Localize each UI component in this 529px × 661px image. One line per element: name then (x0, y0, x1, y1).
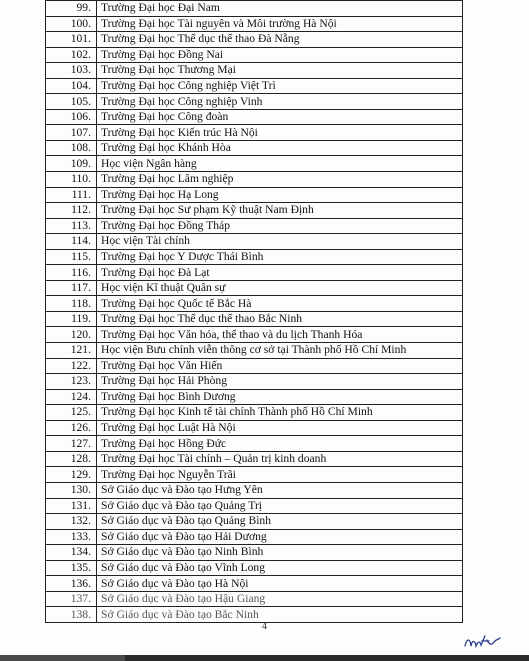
institution-name: Sở Giáo dục và Đào tạo Hải Dương (97, 529, 463, 545)
row-number: 108. (46, 140, 97, 156)
table-row (46, 576, 463, 592)
table-row (46, 249, 463, 265)
table-row (46, 498, 463, 514)
institution-name: Trường Đại học Nguyễn Trãi (97, 467, 463, 483)
table-row (46, 234, 463, 250)
table-row (46, 296, 463, 312)
table-row (46, 125, 463, 141)
institution-name: Trường Đại học Kiến trúc Hà Nội (97, 125, 463, 141)
row-number: 115. (46, 249, 97, 265)
institution-name: Học viện Kĩ thuật Quân sự (97, 280, 463, 296)
table-row (46, 16, 463, 32)
row-number: 137. (46, 591, 97, 607)
institution-name: Trường Đại học Hồng Đức (97, 436, 463, 452)
row-number: 134. (46, 545, 97, 561)
table-row (46, 172, 463, 188)
institution-name: Trường Đại học Quốc tế Bắc Hà (97, 296, 463, 312)
table-row (46, 78, 463, 94)
institution-name: Sở Giáo dục và Đào tạo Hưng Yên (97, 482, 463, 498)
table-row (46, 187, 463, 203)
row-number: 128. (46, 451, 97, 467)
row-number: 127. (46, 436, 97, 452)
table-row (46, 374, 463, 390)
institution-name: Trường Đại học Thương Mại (97, 63, 463, 79)
row-number: 100. (46, 16, 97, 32)
table-row (46, 32, 463, 48)
institution-name: Học viện Ngân hàng (97, 156, 463, 172)
institution-name: Trường Đại học Thể dục thể thao Bắc Ninh (97, 311, 463, 327)
institution-name: Trường Đại học Công đoàn (97, 109, 463, 125)
table-row (46, 265, 463, 281)
institution-name: Học viện Tài chính (97, 234, 463, 250)
row-number: 132. (46, 514, 97, 530)
institution-name: Trường Đại học Sư phạm Kỹ thuật Nam Định (97, 203, 463, 219)
row-number: 110. (46, 172, 97, 188)
institution-name: Trường Đại học Hạ Long (97, 187, 463, 203)
table-row (46, 405, 463, 421)
institution-name: Học viện Bưu chính viễn thông cơ sở tại Thành phố Hồ Chí Minh (97, 343, 463, 359)
row-number: 111. (46, 187, 97, 203)
row-number: 125. (46, 405, 97, 421)
row-number: 123. (46, 374, 97, 390)
row-number: 101. (46, 32, 97, 48)
row-number: 131. (46, 498, 97, 514)
table-row (46, 280, 463, 296)
table-row (46, 140, 463, 156)
row-number: 135. (46, 560, 97, 576)
handwritten-initials-icon (463, 632, 503, 652)
institution-name: Sở Giáo dục và Đào tạo Hà Nội (97, 576, 463, 592)
table-row (46, 529, 463, 545)
viewer-bottom-bar-segment (0, 655, 125, 661)
row-number: 130. (46, 482, 97, 498)
institution-name: Trường Đại học Thể dục thể thao Đà Nẵng (97, 32, 463, 48)
row-number: 138. (46, 607, 97, 623)
institution-name: Sở Giáo dục và Đào tạo Bắc Ninh (97, 607, 463, 623)
institution-table (45, 0, 463, 623)
table-row (46, 311, 463, 327)
row-number: 106. (46, 109, 97, 125)
row-number: 136. (46, 576, 97, 592)
row-number: 120. (46, 327, 97, 343)
table-row (46, 451, 463, 467)
table-row (46, 1, 463, 17)
institution-name: Sở Giáo dục và Đào tạo Hậu Giang (97, 591, 463, 607)
row-number: 129. (46, 467, 97, 483)
table-row (46, 389, 463, 405)
row-number: 109. (46, 156, 97, 172)
institution-name: Trường Đại học Hải Phòng (97, 374, 463, 390)
institution-name: Trường Đại học Văn hóa, thể thao và du lịch Thanh Hóa (97, 327, 463, 343)
row-number: 133. (46, 529, 97, 545)
table-row (46, 327, 463, 343)
row-number: 102. (46, 47, 97, 63)
row-number: 104. (46, 78, 97, 94)
row-number: 118. (46, 296, 97, 312)
row-number: 122. (46, 358, 97, 374)
table-row (46, 358, 463, 374)
institution-name: Trường Đại học Lâm nghiệp (97, 172, 463, 188)
row-number: 113. (46, 218, 97, 234)
institution-name: Sở Giáo dục và Đào tạo Quảng Trị (97, 498, 463, 514)
viewer-bottom-bar (0, 655, 529, 661)
row-number: 121. (46, 343, 97, 359)
institution-table-body (46, 1, 463, 623)
institution-name: Trường Đại học Luật Hà Nội (97, 420, 463, 436)
institution-name: Trường Đại học Đà Lạt (97, 265, 463, 281)
row-number: 114. (46, 234, 97, 250)
table-row (46, 218, 463, 234)
institution-name: Trường Đại học Đồng Tháp (97, 218, 463, 234)
institution-name: Trường Đại học Tài chính – Quản trị kinh doanh (97, 451, 463, 467)
institution-name: Trường Đại học Văn Hiến (97, 358, 463, 374)
table-row (46, 514, 463, 530)
institution-name: Trường Đại học Đại Nam (97, 1, 463, 17)
row-number: 126. (46, 420, 97, 436)
institution-name: Trường Đại học Y Dược Thái Bình (97, 249, 463, 265)
page-number: 4 (262, 621, 267, 632)
table-row (46, 467, 463, 483)
row-number: 124. (46, 389, 97, 405)
table-row (46, 203, 463, 219)
institution-name: Sở Giáo dục và Đào tạo Vĩnh Long (97, 560, 463, 576)
table-row (46, 343, 463, 359)
table-row (46, 109, 463, 125)
table-row (46, 156, 463, 172)
table-row (46, 545, 463, 561)
institution-name: Trường Đại học Bình Dương (97, 389, 463, 405)
row-number: 117. (46, 280, 97, 296)
table-row (46, 63, 463, 79)
institution-name: Sở Giáo dục và Đào tạo Quảng Bình (97, 514, 463, 530)
row-number: 99. (46, 1, 97, 17)
row-number: 105. (46, 94, 97, 110)
institution-name: Trường Đại học Khánh Hòa (97, 140, 463, 156)
table-row (46, 591, 463, 607)
institution-name: Trường Đại học Công nghiệp Việt Trì (97, 78, 463, 94)
row-number: 116. (46, 265, 97, 281)
institution-name: Trường Đại học Công nghiệp Vinh (97, 94, 463, 110)
institution-name: Trường Đại học Tài nguyên và Môi trường Hà Nội (97, 16, 463, 32)
table-row (46, 482, 463, 498)
row-number: 119. (46, 311, 97, 327)
row-number: 107. (46, 125, 97, 141)
table-row (46, 436, 463, 452)
institution-name: Trường Đại học Kinh tế tài chính Thành phố Hồ Chí Minh (97, 405, 463, 421)
institution-name: Trường Đại học Đồng Nai (97, 47, 463, 63)
table-row (46, 420, 463, 436)
table-row (46, 47, 463, 63)
table-row (46, 94, 463, 110)
row-number: 112. (46, 203, 97, 219)
table-row (46, 560, 463, 576)
row-number: 103. (46, 63, 97, 79)
institution-name: Sở Giáo dục và Đào tạo Ninh Bình (97, 545, 463, 561)
